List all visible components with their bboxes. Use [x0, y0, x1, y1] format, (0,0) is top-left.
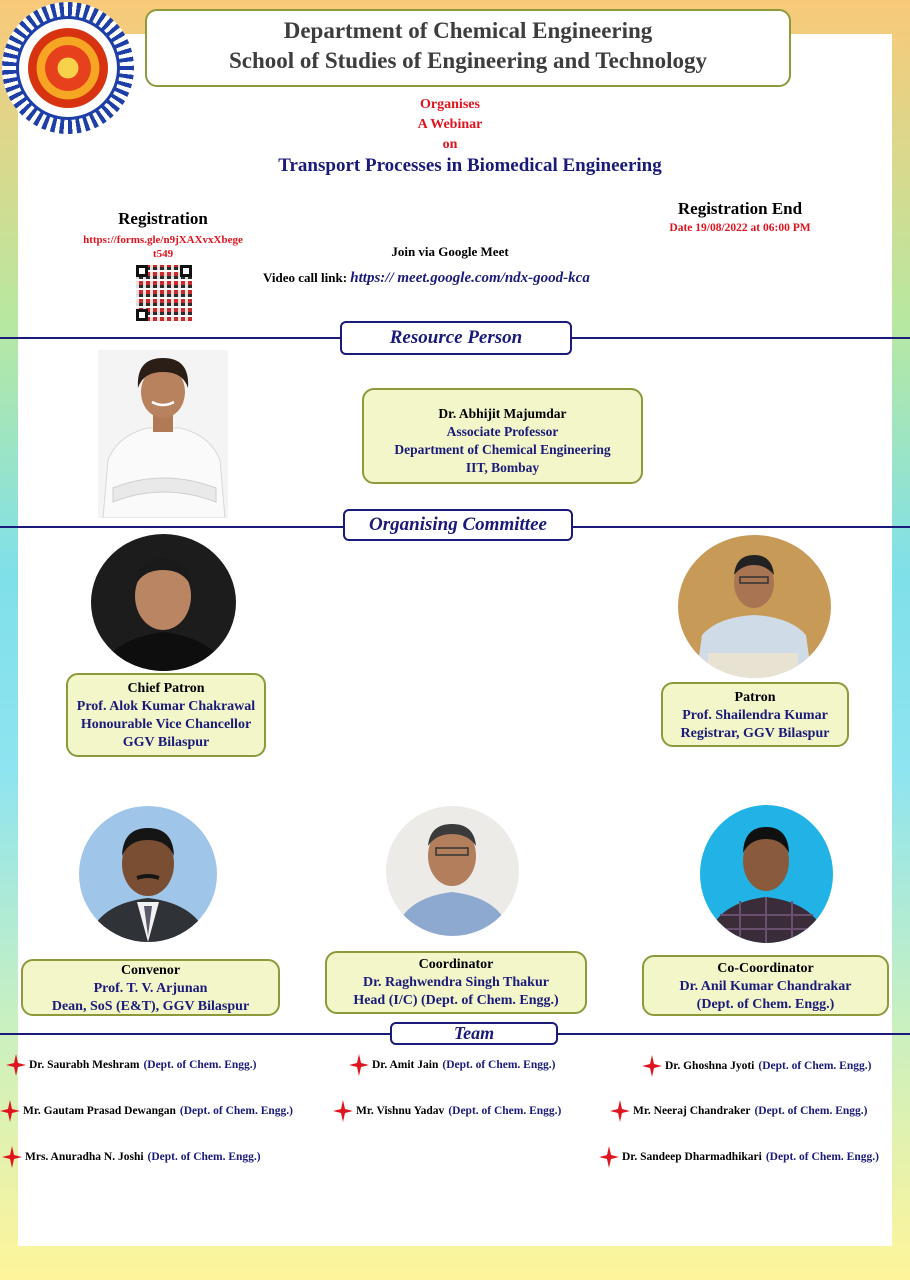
chief-patron-role: Chief Patron — [127, 681, 205, 696]
department-title: Department of Chemical Engineering — [283, 18, 653, 43]
team-member — [599, 1146, 879, 1168]
coordinator-affiliation: Head (I/C) (Dept. of Chem. Engg.) — [353, 993, 559, 1008]
registration-heading: Registration — [118, 209, 208, 228]
team-member — [610, 1100, 868, 1122]
team-member-name: Dr. Ghoshna Jyoti — [665, 1060, 755, 1072]
organising-committee-heading: Organising Committee — [343, 509, 573, 541]
patron-role: Patron — [734, 690, 776, 705]
school-title: School of Studies of Engineering and Technology — [229, 48, 707, 73]
on-text: on — [442, 137, 458, 152]
co-coordinator-photo — [700, 805, 833, 943]
logo-emblem — [28, 28, 108, 108]
team-heading: Team — [390, 1022, 558, 1045]
team-member-dept: (Dept. of Chem. Engg.) — [448, 1105, 562, 1117]
resource-person-heading: Resource Person — [340, 321, 572, 355]
convenor-name: Prof. T. V. Arjunan — [93, 981, 208, 996]
team-member — [6, 1054, 257, 1076]
patron-affiliation: Registrar, GGV Bilaspur — [680, 726, 830, 741]
team-member-name: Dr. Amit Jain — [372, 1059, 439, 1071]
patron-photo — [678, 535, 831, 678]
chief-patron-photo — [91, 534, 236, 671]
chief-patron-name: Prof. Alok Kumar Chakrawal — [76, 699, 256, 714]
coordinator-role: Coordinator — [418, 957, 494, 972]
team-member — [2, 1146, 261, 1168]
team-member — [642, 1055, 871, 1077]
red-star-bullet-icon — [599, 1146, 619, 1168]
header-box — [145, 9, 791, 87]
qr-code — [136, 265, 192, 321]
event-intro — [350, 95, 550, 155]
team-member-dept: (Dept. of Chem. Engg.) — [442, 1059, 556, 1071]
qr-finder — [136, 265, 148, 277]
resource-person-photo — [98, 350, 228, 518]
organises-text: Organises — [420, 97, 480, 112]
red-star-bullet-icon — [642, 1055, 662, 1077]
convenor-card — [21, 959, 280, 1016]
coordinator-name: Dr. Raghwendra Singh Thakur — [363, 975, 549, 990]
team-member-name: Mrs. Anuradha N. Joshi — [25, 1151, 144, 1163]
video-call-line — [263, 270, 683, 287]
qr-finder — [136, 309, 148, 321]
team-member-name: Mr. Neeraj Chandraker — [633, 1105, 751, 1117]
registration-link-line2[interactable]: t549 — [152, 248, 174, 260]
team-member-dept: (Dept. of Chem. Engg.) — [147, 1151, 261, 1163]
team-member — [333, 1100, 561, 1122]
team-member-name: Dr. Saurabh Meshram — [29, 1059, 140, 1071]
webinar-title: Transport Processes in Biomedical Engineering — [278, 155, 662, 176]
chief-patron-card — [66, 673, 266, 757]
registration-end-date: Date 19/08/2022 at 06:00 PM — [669, 222, 811, 234]
team-member-dept: (Dept. of Chem. Engg.) — [765, 1151, 879, 1163]
co-coordinator-role: Co-Coordinator — [717, 961, 814, 976]
red-star-bullet-icon — [333, 1100, 353, 1122]
co-coordinator-card — [642, 955, 889, 1016]
team-member-name: Dr. Sandeep Dharmadhikari — [622, 1151, 762, 1163]
resource-person-card — [362, 388, 643, 484]
team-member-dept: (Dept. of Chem. Engg.) — [179, 1105, 293, 1117]
university-seal-logo — [2, 2, 134, 134]
co-coordinator-name: Dr. Anil Kumar Chandrakar — [679, 979, 852, 994]
join-google-meet: Join via Google Meet — [391, 244, 509, 259]
red-star-bullet-icon — [6, 1054, 26, 1076]
red-star-bullet-icon — [0, 1100, 20, 1122]
team-member — [0, 1100, 293, 1122]
qr-finder — [180, 265, 192, 277]
coordinator-card — [325, 951, 587, 1014]
registration-end-heading: Registration End — [677, 199, 803, 218]
patron-card — [661, 682, 849, 747]
team-member-dept: (Dept. of Chem. Engg.) — [758, 1060, 872, 1072]
co-coordinator-affiliation: (Dept. of Chem. Engg.) — [696, 997, 835, 1012]
video-call-label: Video call link: — [263, 270, 351, 285]
meet-link[interactable]: https:// meet.google.com/ndx-good-kca — [350, 270, 590, 286]
resource-person-institute: IIT, Bombay — [465, 460, 540, 475]
team-member-name: Mr. Vishnu Yadav — [356, 1105, 445, 1117]
team-member-name: Mr. Gautam Prasad Dewangan — [23, 1105, 176, 1117]
red-star-bullet-icon — [2, 1146, 22, 1168]
resource-person-dept: Department of Chemical Engineering — [394, 442, 611, 457]
resource-person-name: Dr. Abhijit Majumdar — [438, 406, 567, 421]
red-star-bullet-icon — [610, 1100, 630, 1122]
convenor-affiliation: Dean, SoS (E&T), GGV Bilaspur — [51, 999, 250, 1014]
team-member-dept: (Dept. of Chem. Engg.) — [754, 1105, 868, 1117]
registration-link[interactable] — [60, 233, 266, 261]
resource-person-designation: Associate Professor — [446, 424, 559, 439]
webinar-text: A Webinar — [417, 117, 483, 132]
team-member-dept: (Dept. of Chem. Engg.) — [143, 1059, 257, 1071]
coordinator-photo — [386, 806, 519, 936]
convenor-photo — [79, 806, 217, 942]
patron-name: Prof. Shailendra Kumar — [682, 708, 828, 723]
team-member — [349, 1054, 555, 1076]
chief-patron-affiliation: GGV Bilaspur — [122, 735, 210, 750]
convenor-role: Convenor — [120, 963, 181, 978]
registration-link-line1[interactable]: https://forms.gle/n9jXAXvxXbege — [83, 234, 243, 246]
red-star-bullet-icon — [349, 1054, 369, 1076]
chief-patron-title: Honourable Vice Chancellor — [80, 717, 252, 732]
